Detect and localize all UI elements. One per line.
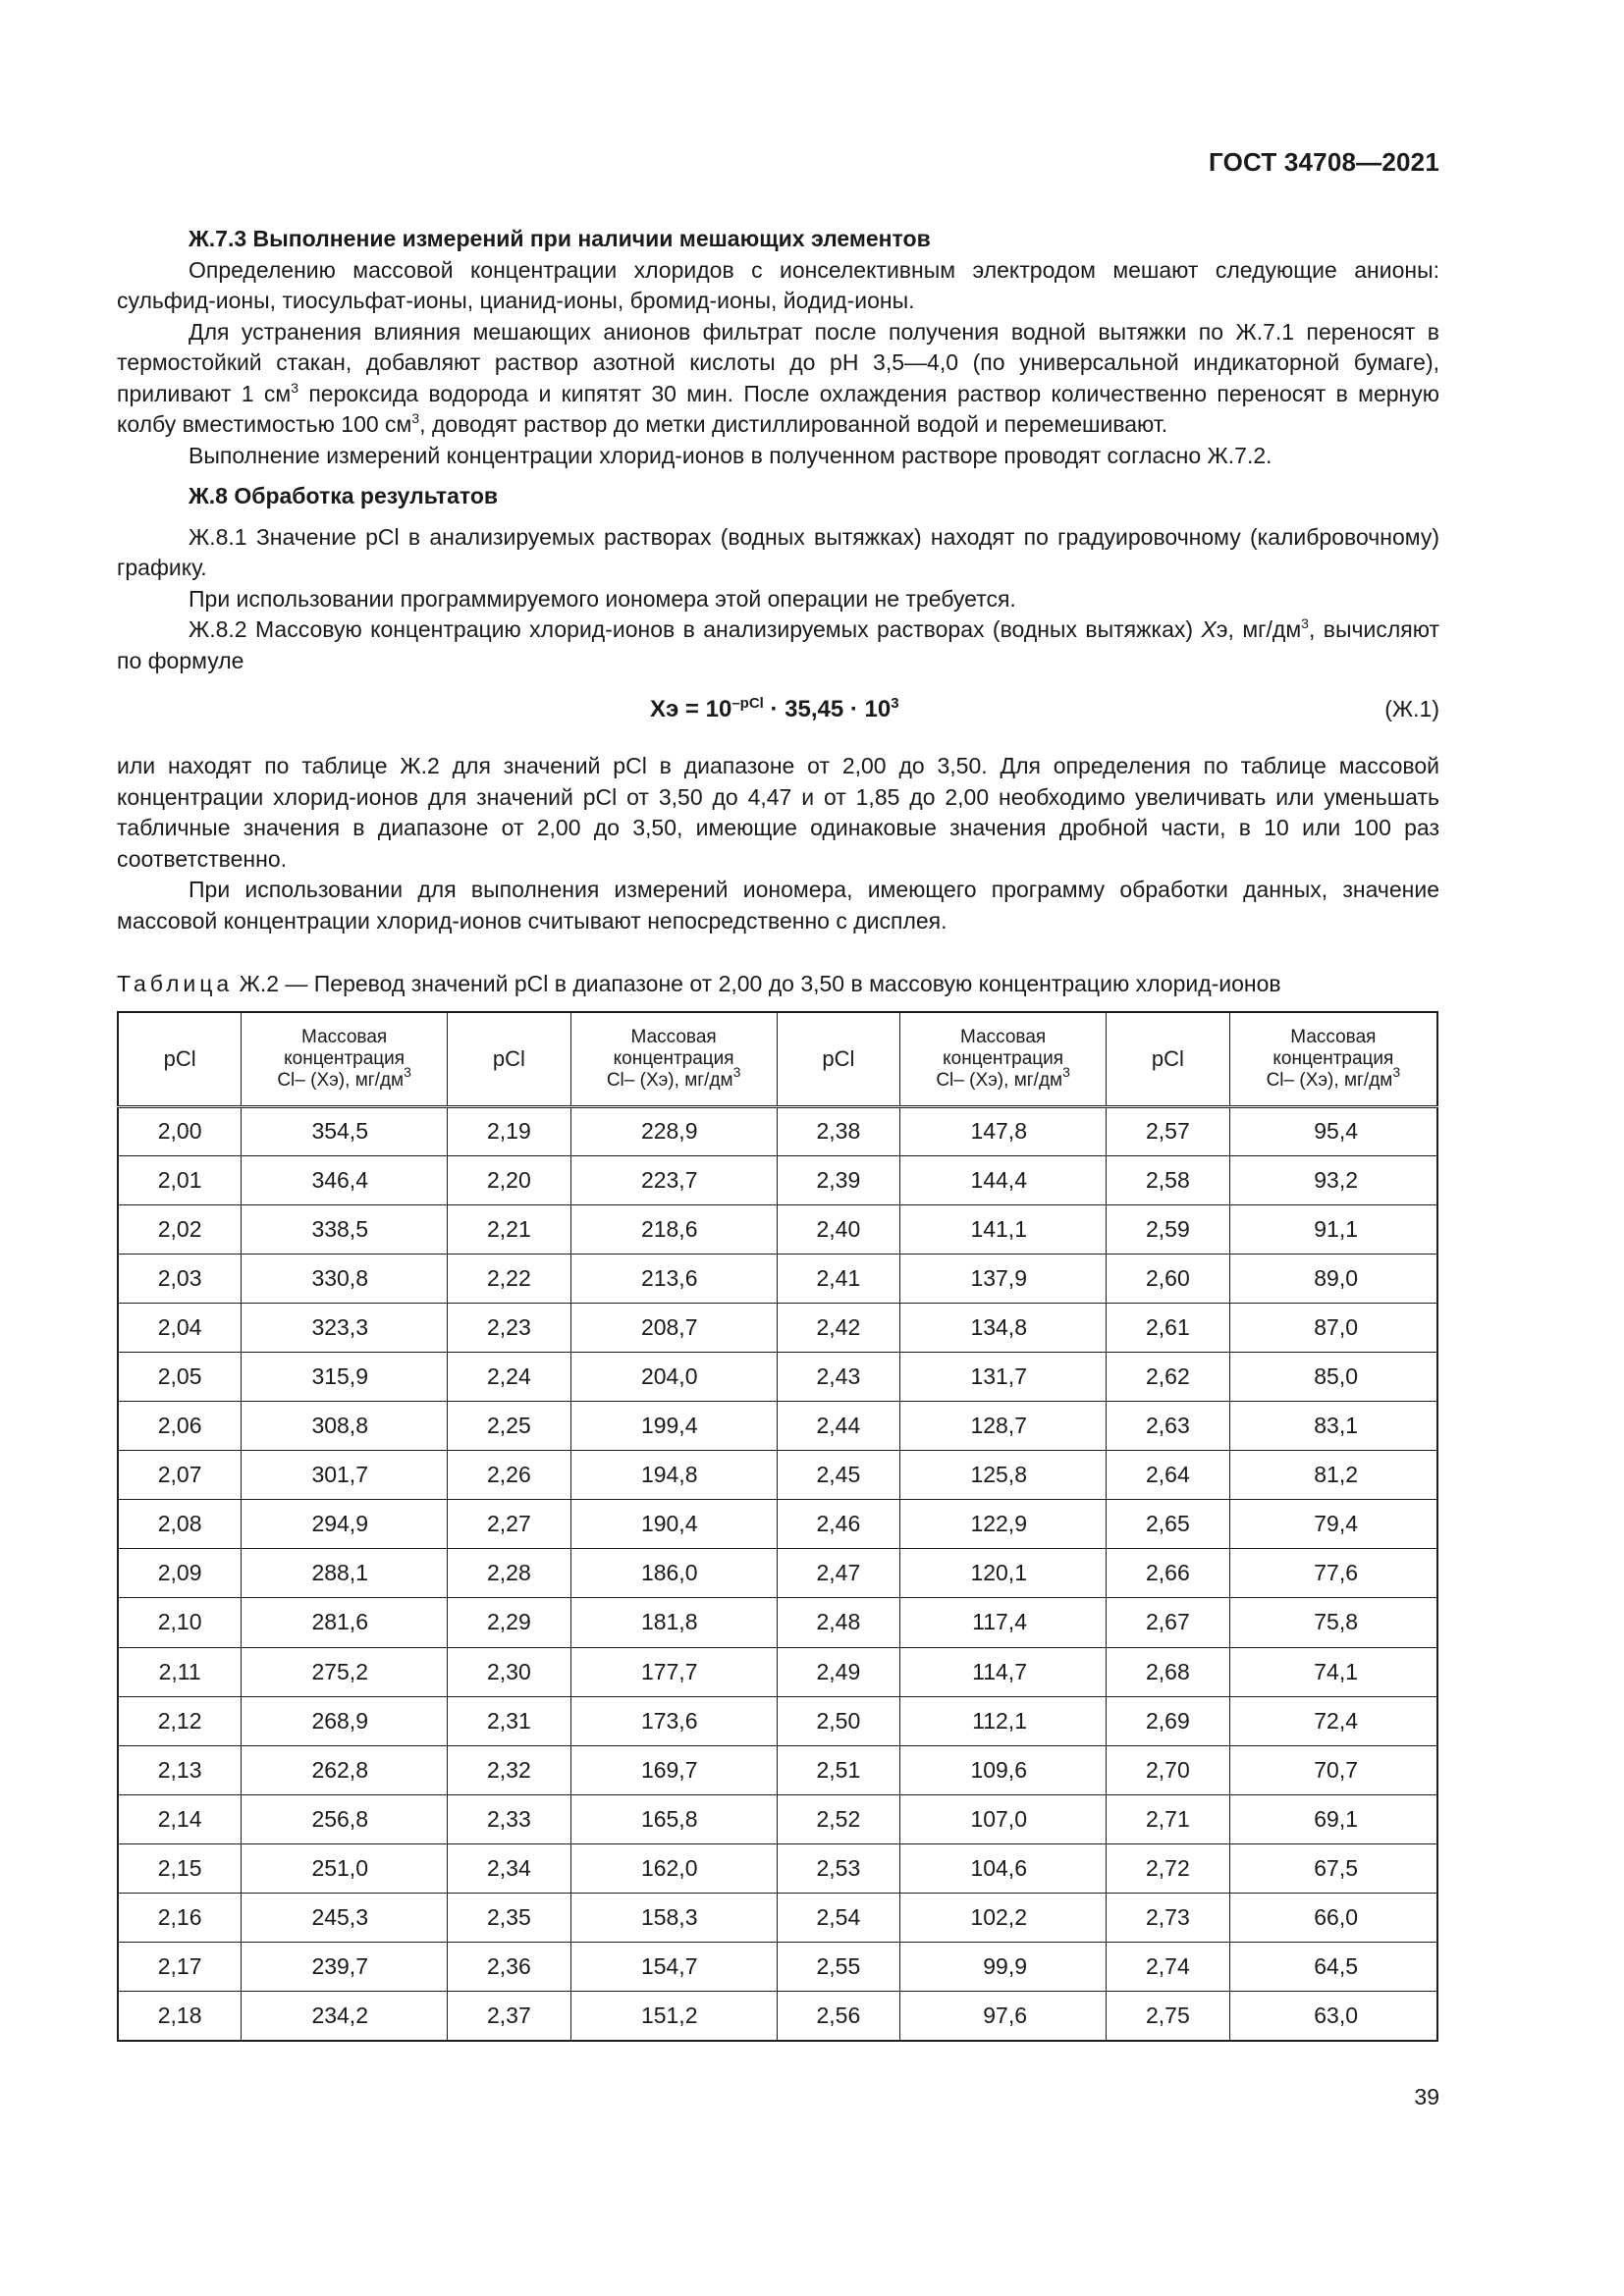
section-7-3-paragraph-1: Определению массовой концентрации хлоридов с ионселективным электродом мешают следующие анионы: сульфид-ионы, тиосульфат-ионы, цианид-ионы, бромид-ионы, йодид-ионы. bbox=[117, 256, 1439, 313]
table-caption-label: Таблица bbox=[117, 971, 234, 996]
document-code: ГОСТ 34708—2021 bbox=[1209, 147, 1439, 177]
cell-pcl: 2,61 bbox=[1107, 1303, 1230, 1352]
cell-pcl: 2,07 bbox=[118, 1451, 242, 1500]
cell-concentration: 194,8 bbox=[570, 1451, 777, 1500]
cell-concentration: 91,1 bbox=[1229, 1204, 1437, 1254]
cell-concentration: 72,4 bbox=[1229, 1696, 1437, 1745]
header-text: – (Xэ), мг/дм bbox=[953, 1069, 1063, 1091]
cell-pcl: 2,70 bbox=[1107, 1745, 1230, 1794]
cell-pcl: 2,11 bbox=[118, 1647, 242, 1696]
cell-concentration: 66,0 bbox=[1229, 1894, 1437, 1943]
cell-pcl: 2,62 bbox=[1107, 1352, 1230, 1401]
cell-concentration: 85,0 bbox=[1229, 1352, 1437, 1401]
column-header-concentration bbox=[242, 1012, 448, 1106]
table-row bbox=[118, 1303, 1437, 1352]
cell-pcl: 2,64 bbox=[1107, 1451, 1230, 1500]
section-8-title: Ж.8 Обработка результатов bbox=[189, 483, 499, 508]
cell-pcl: 2,63 bbox=[1107, 1402, 1230, 1451]
header-text: Cl bbox=[936, 1069, 954, 1091]
cell-pcl: 2,51 bbox=[777, 1745, 900, 1794]
formula-lhs: Xэ = 10 bbox=[650, 696, 732, 722]
text-fragment: , вычисляют по формуле bbox=[117, 616, 1440, 673]
header-text: Массовая концентрация bbox=[613, 1026, 734, 1069]
cell-concentration: 75,8 bbox=[1229, 1598, 1437, 1647]
cell-pcl: 2,55 bbox=[777, 1943, 900, 1992]
cell-pcl: 2,53 bbox=[777, 1843, 900, 1893]
cell-pcl: 2,75 bbox=[1107, 1992, 1230, 2041]
cell-pcl: 2,67 bbox=[1107, 1598, 1230, 1647]
cell-concentration: 181,8 bbox=[570, 1598, 777, 1647]
cell-pcl: 2,05 bbox=[118, 1352, 242, 1401]
header-text: Cl bbox=[277, 1069, 296, 1091]
conversion-table bbox=[117, 1011, 1438, 2042]
table-row bbox=[118, 1352, 1437, 1401]
table-row bbox=[118, 1745, 1437, 1794]
header-text: – (Xэ), мг/дм bbox=[295, 1069, 405, 1091]
table-row bbox=[118, 1843, 1437, 1893]
superscript: 3 bbox=[732, 1063, 741, 1080]
cell-pcl: 2,40 bbox=[777, 1204, 900, 1254]
cell-concentration: 315,9 bbox=[242, 1352, 448, 1401]
cell-concentration: 125,8 bbox=[900, 1451, 1107, 1500]
superscript: 3 bbox=[1062, 1063, 1070, 1080]
header-text: Cl bbox=[606, 1069, 624, 1091]
cell-pcl: 2,23 bbox=[448, 1303, 571, 1352]
cell-concentration: 262,8 bbox=[242, 1745, 448, 1794]
cell-concentration: 154,7 bbox=[570, 1943, 777, 1992]
cell-concentration: 128,7 bbox=[900, 1402, 1107, 1451]
section-8-paragraph-3 bbox=[117, 614, 1439, 676]
cell-pcl: 2,59 bbox=[1107, 1204, 1230, 1254]
cell-pcl: 2,03 bbox=[118, 1254, 242, 1303]
cell-concentration: 204,0 bbox=[570, 1352, 777, 1401]
cell-concentration: 256,8 bbox=[242, 1794, 448, 1843]
cell-concentration: 251,0 bbox=[242, 1843, 448, 1893]
table-caption-text: Ж.2 — Перевод значений рСl в диапазоне от 2,00 до 3,50 в массовую концентрацию хлорид-ионов bbox=[233, 971, 1281, 996]
cell-concentration: 109,6 bbox=[900, 1745, 1107, 1794]
cell-pcl: 2,21 bbox=[448, 1204, 571, 1254]
cell-pcl: 2,26 bbox=[448, 1451, 571, 1500]
cell-pcl: 2,41 bbox=[777, 1254, 900, 1303]
cell-pcl: 2,42 bbox=[777, 1303, 900, 1352]
cell-pcl: 2,39 bbox=[777, 1155, 900, 1204]
table-caption bbox=[117, 971, 1281, 997]
cell-pcl: 2,38 bbox=[777, 1106, 900, 1155]
column-header-pcl: рСl bbox=[448, 1012, 571, 1106]
superscript: 3 bbox=[1392, 1063, 1401, 1080]
cell-concentration: 117,4 bbox=[900, 1598, 1107, 1647]
header-text: Массовая концентрация bbox=[943, 1026, 1064, 1069]
cell-concentration: 99,9 bbox=[900, 1943, 1107, 1992]
cell-pcl: 2,28 bbox=[448, 1549, 571, 1598]
column-header-pcl: рСl bbox=[1107, 1012, 1230, 1106]
cell-pcl: 2,06 bbox=[118, 1402, 242, 1451]
cell-pcl: 2,54 bbox=[777, 1894, 900, 1943]
table-row bbox=[118, 1155, 1437, 1204]
cell-concentration: 87,0 bbox=[1229, 1303, 1437, 1352]
cell-pcl: 2,24 bbox=[448, 1352, 571, 1401]
cell-pcl: 2,72 bbox=[1107, 1843, 1230, 1893]
cell-concentration: 107,0 bbox=[900, 1794, 1107, 1843]
cell-pcl: 2,48 bbox=[777, 1598, 900, 1647]
table-header-row bbox=[118, 1012, 1437, 1106]
superscript: 3 bbox=[404, 1063, 411, 1080]
cell-concentration: 165,8 bbox=[570, 1794, 777, 1843]
cell-concentration: 346,4 bbox=[242, 1155, 448, 1204]
cell-concentration: 275,2 bbox=[242, 1647, 448, 1696]
cell-pcl: 2,45 bbox=[777, 1451, 900, 1500]
cell-concentration: 104,6 bbox=[900, 1843, 1107, 1893]
cell-concentration: 213,6 bbox=[570, 1254, 777, 1303]
cell-concentration: 294,9 bbox=[242, 1500, 448, 1549]
cell-pcl: 2,08 bbox=[118, 1500, 242, 1549]
cell-pcl: 2,19 bbox=[448, 1106, 571, 1155]
page-number: 39 bbox=[1414, 2084, 1439, 2109]
superscript: 3 bbox=[411, 410, 420, 426]
cell-concentration: 70,7 bbox=[1229, 1745, 1437, 1794]
table-row bbox=[118, 1106, 1437, 1155]
cell-concentration: 120,1 bbox=[900, 1549, 1107, 1598]
cell-concentration: 218,6 bbox=[570, 1204, 777, 1254]
cell-concentration: 354,5 bbox=[242, 1106, 448, 1155]
header-text: Массовая концентрация bbox=[1272, 1026, 1394, 1069]
superscript: 3 bbox=[1301, 615, 1309, 631]
main-text bbox=[117, 224, 1439, 936]
cell-concentration: 83,1 bbox=[1229, 1402, 1437, 1451]
cell-pcl: 2,58 bbox=[1107, 1155, 1230, 1204]
column-header-pcl: рСl bbox=[118, 1012, 242, 1106]
cell-pcl: 2,32 bbox=[448, 1745, 571, 1794]
cell-pcl: 2,57 bbox=[1107, 1106, 1230, 1155]
cell-concentration: 112,1 bbox=[900, 1696, 1107, 1745]
column-header-pcl: рСl bbox=[777, 1012, 900, 1106]
cell-pcl: 2,36 bbox=[448, 1943, 571, 1992]
table-row bbox=[118, 1696, 1437, 1745]
cell-pcl: 2,13 bbox=[118, 1745, 242, 1794]
cell-concentration: 190,4 bbox=[570, 1500, 777, 1549]
section-8-paragraph-4: или находят по таблице Ж.2 для значений рСl в диапазоне от 2,00 до 3,50. Для определения по таблице массовой концентрации хлорид-ионов для значений рСl от 3,50 до 4,47 и от 1,85 до 2,00 необходимо увеличивать или уменьшать табличные значения в диапазоне от 2,00 до 3,50, имеющие одинаковые значения дробной части, в 10 или 100 раз соответственно. bbox=[117, 753, 1439, 872]
table-row bbox=[118, 1204, 1437, 1254]
cell-concentration: 144,4 bbox=[900, 1155, 1107, 1204]
formula-exponent: –pCl bbox=[731, 695, 764, 712]
cell-concentration: 137,9 bbox=[900, 1254, 1107, 1303]
cell-pcl: 2,27 bbox=[448, 1500, 571, 1549]
cell-pcl: 2,43 bbox=[777, 1352, 900, 1401]
cell-concentration: 338,5 bbox=[242, 1204, 448, 1254]
cell-pcl: 2,17 bbox=[118, 1943, 242, 1992]
text-fragment: пероксида водорода и кипятят 30 мин. После охлаждения раствор количественно переносят в мерную колбу вместимостью 100 см bbox=[117, 380, 1439, 437]
cell-concentration: 268,9 bbox=[242, 1696, 448, 1745]
cell-concentration: 95,4 bbox=[1229, 1106, 1437, 1155]
cell-concentration: 228,9 bbox=[570, 1106, 777, 1155]
table-row bbox=[118, 1943, 1437, 1992]
cell-concentration: 79,4 bbox=[1229, 1500, 1437, 1549]
section-8-paragraph-1: Ж.8.1 Значение рСl в анализируемых растворах (водных вытяжках) находят по градуировочному (калибровочному) графику. bbox=[117, 523, 1439, 580]
cell-pcl: 2,14 bbox=[118, 1794, 242, 1843]
header-text: Массовая концентрация bbox=[284, 1026, 406, 1069]
formula-row bbox=[117, 684, 1439, 747]
table-row bbox=[118, 1794, 1437, 1843]
table-row bbox=[118, 1402, 1437, 1451]
cell-pcl: 2,02 bbox=[118, 1204, 242, 1254]
table-row bbox=[118, 1894, 1437, 1943]
cell-concentration: 288,1 bbox=[242, 1549, 448, 1598]
cell-pcl: 2,69 bbox=[1107, 1696, 1230, 1745]
cell-pcl: 2,00 bbox=[118, 1106, 242, 1155]
section-7-3-paragraph-2 bbox=[117, 317, 1439, 441]
cell-concentration: 147,8 bbox=[900, 1106, 1107, 1155]
cell-pcl: 2,71 bbox=[1107, 1794, 1230, 1843]
formula-number: (Ж.1) bbox=[1384, 696, 1439, 721]
cell-pcl: 2,01 bbox=[118, 1155, 242, 1204]
text-fragment: , доводят раствор до метки дистиллированной водой и перемешивают. bbox=[419, 411, 1168, 437]
cell-pcl: 2,35 bbox=[448, 1894, 571, 1943]
header-text: Cl bbox=[1266, 1069, 1284, 1091]
cell-concentration: 177,7 bbox=[570, 1647, 777, 1696]
cell-pcl: 2,30 bbox=[448, 1647, 571, 1696]
cell-pcl: 2,15 bbox=[118, 1843, 242, 1893]
cell-concentration: 162,0 bbox=[570, 1843, 777, 1893]
cell-concentration: 239,7 bbox=[242, 1943, 448, 1992]
cell-pcl: 2,66 bbox=[1107, 1549, 1230, 1598]
cell-concentration: 131,7 bbox=[900, 1352, 1107, 1401]
cell-pcl: 2,20 bbox=[448, 1155, 571, 1204]
cell-concentration: 234,2 bbox=[242, 1992, 448, 2041]
cell-pcl: 2,31 bbox=[448, 1696, 571, 1745]
header-text: – (Xэ), мг/дм bbox=[1283, 1069, 1393, 1091]
cell-pcl: 2,16 bbox=[118, 1894, 242, 1943]
cell-concentration: 158,3 bbox=[570, 1894, 777, 1943]
table-row bbox=[118, 1598, 1437, 1647]
cell-concentration: 81,2 bbox=[1229, 1451, 1437, 1500]
cell-concentration: 199,4 bbox=[570, 1402, 777, 1451]
cell-pcl: 2,33 bbox=[448, 1794, 571, 1843]
cell-pcl: 2,44 bbox=[777, 1402, 900, 1451]
cell-concentration: 63,0 bbox=[1229, 1992, 1437, 2041]
text-fragment: э, мг/дм bbox=[1216, 616, 1302, 642]
cell-concentration: 134,8 bbox=[900, 1303, 1107, 1352]
superscript: 3 bbox=[291, 379, 298, 396]
cell-pcl: 2,50 bbox=[777, 1696, 900, 1745]
formula bbox=[650, 694, 899, 725]
cell-concentration: 102,2 bbox=[900, 1894, 1107, 1943]
section-8-paragraph-2: При использовании программируемого иономера этой операции не требуется. bbox=[189, 585, 1016, 612]
cell-pcl: 2,29 bbox=[448, 1598, 571, 1647]
table-row bbox=[118, 1254, 1437, 1303]
cell-concentration: 186,0 bbox=[570, 1549, 777, 1598]
cell-pcl: 2,18 bbox=[118, 1992, 242, 2041]
cell-concentration: 64,5 bbox=[1229, 1943, 1437, 1992]
cell-concentration: 173,6 bbox=[570, 1696, 777, 1745]
formula-middle: · 35,45 · 10 bbox=[763, 696, 892, 722]
cell-concentration: 97,6 bbox=[900, 1992, 1107, 2041]
cell-pcl: 2,60 bbox=[1107, 1254, 1230, 1303]
column-header-concentration bbox=[900, 1012, 1107, 1106]
cell-pcl: 2,56 bbox=[777, 1992, 900, 2041]
cell-concentration: 208,7 bbox=[570, 1303, 777, 1352]
column-header-concentration bbox=[1229, 1012, 1437, 1106]
cell-concentration: 308,8 bbox=[242, 1402, 448, 1451]
cell-concentration: 245,3 bbox=[242, 1894, 448, 1943]
cell-concentration: 93,2 bbox=[1229, 1155, 1437, 1204]
formula-exponent-2: 3 bbox=[891, 695, 899, 712]
text-fragment: Ж.8.2 Массовую концентрацию хлорид-ионов в анализируемых растворах (водных вытяжках) bbox=[189, 616, 1202, 642]
cell-pcl: 2,34 bbox=[448, 1843, 571, 1893]
cell-concentration: 223,7 bbox=[570, 1155, 777, 1204]
header-text: – (Xэ), мг/дм bbox=[623, 1069, 733, 1091]
cell-concentration: 74,1 bbox=[1229, 1647, 1437, 1696]
cell-concentration: 330,8 bbox=[242, 1254, 448, 1303]
table-row bbox=[118, 1992, 1437, 2041]
cell-pcl: 2,22 bbox=[448, 1254, 571, 1303]
text-fragment: Для устранения влияния мешающих анионов фильтрат после получения водной вытяжки по Ж.7.1 переносят в термостойкий стакан, добавляют раствор азотной кислоты до рН 3,5—4,0 (по универсальной индикаторной бумаге), приливают 1 см bbox=[117, 318, 1439, 406]
cell-concentration: 122,9 bbox=[900, 1500, 1107, 1549]
cell-concentration: 141,1 bbox=[900, 1204, 1107, 1254]
cell-concentration: 77,6 bbox=[1229, 1549, 1437, 1598]
column-header-concentration bbox=[570, 1012, 777, 1106]
section-7-3-title: Ж.7.3 Выполнение измерений при наличии мешающих элементов bbox=[189, 226, 931, 251]
cell-pcl: 2,25 bbox=[448, 1402, 571, 1451]
cell-concentration: 89,0 bbox=[1229, 1254, 1437, 1303]
cell-concentration: 114,7 bbox=[900, 1647, 1107, 1696]
cell-pcl: 2,47 bbox=[777, 1549, 900, 1598]
cell-pcl: 2,04 bbox=[118, 1303, 242, 1352]
cell-pcl: 2,09 bbox=[118, 1549, 242, 1598]
cell-concentration: 281,6 bbox=[242, 1598, 448, 1647]
cell-pcl: 2,52 bbox=[777, 1794, 900, 1843]
cell-concentration: 169,7 bbox=[570, 1745, 777, 1794]
cell-concentration: 301,7 bbox=[242, 1451, 448, 1500]
cell-pcl: 2,65 bbox=[1107, 1500, 1230, 1549]
section-8-paragraph-5: При использовании для выполнения измерений иономера, имеющего программу обработки данных, значение массовой концентрации хлорид-ионов считывают непосредственно с дисплея. bbox=[117, 877, 1439, 934]
table-row bbox=[118, 1549, 1437, 1598]
cell-pcl: 2,68 bbox=[1107, 1647, 1230, 1696]
cell-concentration: 151,2 bbox=[570, 1992, 777, 2041]
table-row bbox=[118, 1500, 1437, 1549]
table-row bbox=[118, 1647, 1437, 1696]
cell-concentration: 67,5 bbox=[1229, 1843, 1437, 1893]
cell-pcl: 2,10 bbox=[118, 1598, 242, 1647]
table-row bbox=[118, 1451, 1437, 1500]
section-7-3-paragraph-3: Выполнение измерений концентрации хлорид-ионов в полученном растворе проводят согласно Ж.7.2. bbox=[189, 442, 1272, 468]
cell-pcl: 2,49 bbox=[777, 1647, 900, 1696]
variable: X bbox=[1201, 616, 1217, 642]
cell-pcl: 2,73 bbox=[1107, 1894, 1230, 1943]
cell-concentration: 323,3 bbox=[242, 1303, 448, 1352]
cell-pcl: 2,37 bbox=[448, 1992, 571, 2041]
cell-concentration: 69,1 bbox=[1229, 1794, 1437, 1843]
cell-pcl: 2,74 bbox=[1107, 1943, 1230, 1992]
cell-pcl: 2,12 bbox=[118, 1696, 242, 1745]
cell-pcl: 2,46 bbox=[777, 1500, 900, 1549]
